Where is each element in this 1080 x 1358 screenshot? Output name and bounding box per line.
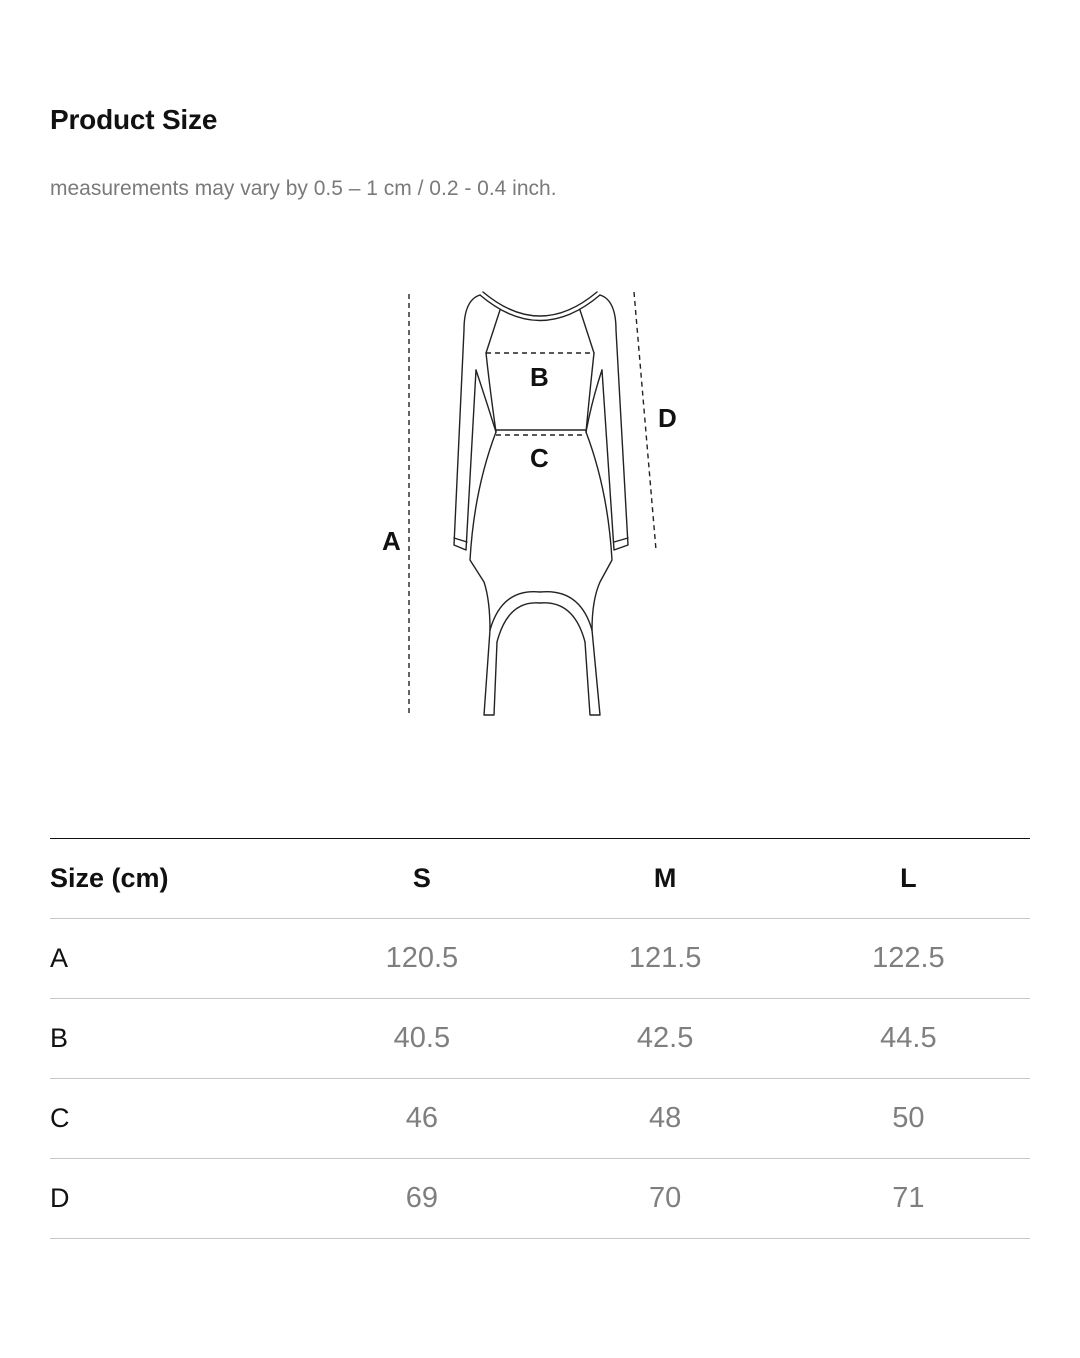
table-row: [50, 999, 1030, 1079]
table-cell: 121.5: [543, 919, 786, 999]
table-cell: 71: [787, 1159, 1030, 1239]
table-row: [50, 919, 1030, 999]
table-cell: 70: [543, 1159, 786, 1239]
table-cell: 50: [787, 1079, 1030, 1159]
table-cell: 40.5: [300, 999, 543, 1079]
label-a: A: [382, 526, 401, 556]
size-table: [50, 838, 1030, 1239]
header-size: Size (cm): [50, 839, 300, 919]
page-title: Product Size: [50, 104, 218, 135]
row-label: C: [50, 1079, 300, 1159]
table-cell: 42.5: [543, 999, 786, 1079]
garment-diagram: [340, 270, 740, 730]
table-cell: 46: [300, 1079, 543, 1159]
label-d: D: [658, 403, 677, 433]
measurement-note: measurements may vary by 0.5 – 1 cm / 0.2 - 0.4 inch.: [50, 177, 557, 200]
table-row: [50, 1079, 1030, 1159]
label-b: B: [530, 362, 549, 392]
header-s: S: [300, 839, 543, 919]
table-cell: 48: [543, 1079, 786, 1159]
dress-illustration: [340, 270, 740, 730]
table-row: [50, 1159, 1030, 1239]
table-cell: 44.5: [787, 999, 1030, 1079]
table-header-row: [50, 839, 1030, 919]
header-l: L: [787, 839, 1030, 919]
row-label: A: [50, 919, 300, 999]
table-cell: 69: [300, 1159, 543, 1239]
row-label: D: [50, 1159, 300, 1239]
table-cell: 122.5: [787, 919, 1030, 999]
label-c: C: [530, 443, 549, 473]
row-label: B: [50, 999, 300, 1079]
header-m: M: [543, 839, 786, 919]
table-cell: 120.5: [300, 919, 543, 999]
